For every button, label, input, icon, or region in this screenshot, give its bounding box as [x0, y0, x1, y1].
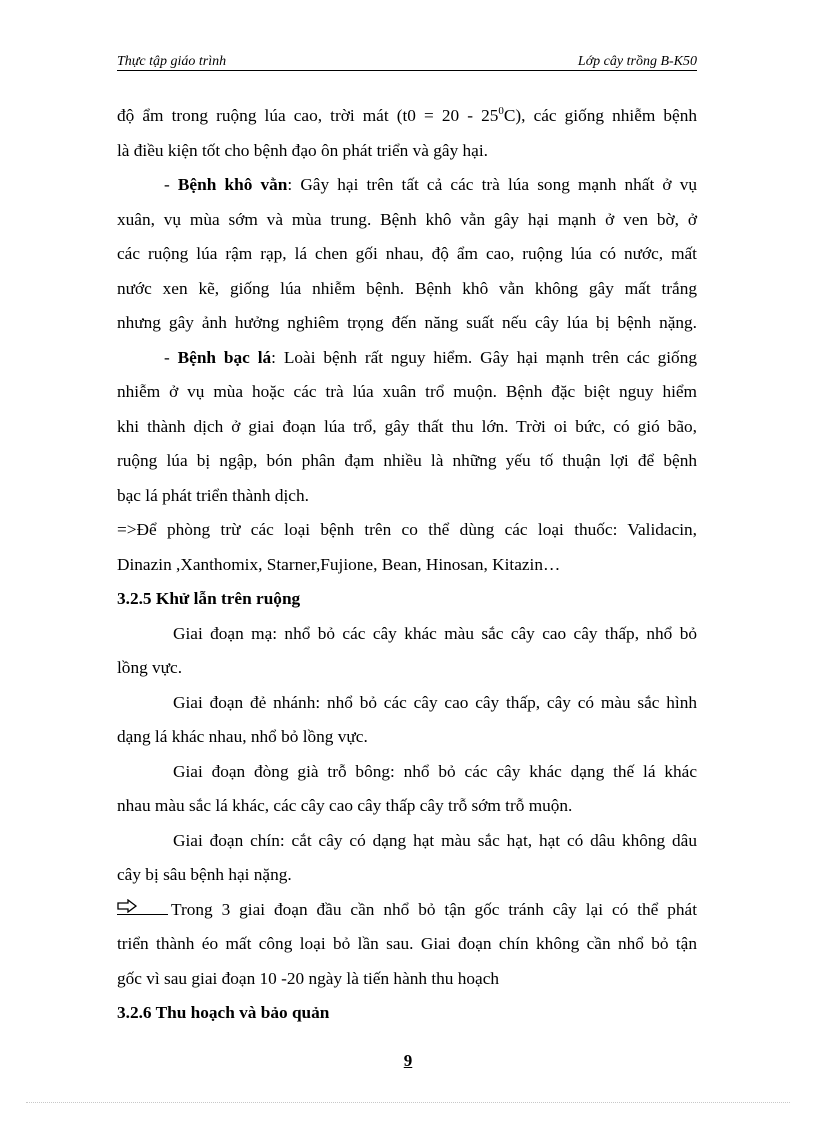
text-run: Trong 3 giai đoạn đầu cần nhổ bỏ tận gốc tránh cây lại có thể phát [171, 899, 697, 919]
header-left-text: Thực tập giáo trình [117, 54, 227, 69]
term-bold: Bệnh bạc lá [177, 347, 272, 367]
text-line: Giai đoạn mạ: nhổ bỏ các cây khác màu sắc cây cao cây thấp, nhổ bỏ [173, 623, 697, 643]
paragraph-dong-gia [117, 755, 697, 824]
paragraph-ma [117, 617, 697, 686]
page-edge-divider [26, 1102, 790, 1103]
header-right-text: Lớp cây trồng B-K50 [577, 54, 697, 69]
text-line [117, 341, 697, 376]
text-run: : Loài bệnh rất nguy hiểm. Gây hại mạnh trên các giống [271, 347, 697, 367]
text-line: Giai đoạn đòng già trỗ bông: nhổ bỏ các cây khác dạng thế lá khác [173, 761, 697, 781]
paragraph-chin [117, 824, 697, 893]
text-line: nhau màu sắc lá khác, các cây cao cây thấp cây trỗ sớm trỗ muộn. [117, 796, 573, 815]
text-line: cây bị sâu bệnh hại nặng. [117, 865, 292, 884]
text-line: triển thành éo mất công loại bỏ lần sau. Giai đoạn chín không cần nhổ bỏ tận [117, 934, 697, 953]
text-line: nhưng gây ảnh hưởng nghiêm trọng đến năng suất nếu cây lúa bị bệnh nặng. [117, 313, 697, 332]
text-run: : Gây hại trên tất cả các trà lúa song mạnh nhất ở vụ [287, 175, 697, 194]
text-line: các ruộng lúa rậm rạp, lá chen gối nhau, độ ẩm cao, ruộng lúa có nước, mất [117, 244, 697, 263]
text-line [117, 168, 697, 203]
page-number: 9 [403, 1051, 413, 1070]
text-line: lồng vực. [117, 658, 183, 677]
paragraph-bac-la [117, 341, 697, 514]
paragraph-de-nhanh [117, 686, 697, 755]
text-line: nước xen kẽ, giống lúa nhiễm bệnh. Bệnh khô vằn không gây mất trắng [117, 278, 697, 298]
section-heading: 3.2.5 Khử lẫn trên ruộng [117, 589, 301, 608]
arrow-right-icon [117, 894, 168, 915]
text-line: Giai đoạn chín: cắt cây có dạng hạt màu sắc hạt, hạt có dâu không dâu [173, 830, 697, 850]
text-line [117, 893, 697, 928]
text-run: C), các giống nhiễm bệnh [503, 106, 698, 125]
text-line: Dinazin ,Xanthomix, Starner,Fujione, Bean, Hinosan, Kitazin… [117, 554, 561, 574]
page-header [117, 54, 697, 71]
text-line: ruộng lúa bị ngập, bón phân đạm nhiều là những yếu tố thuận lợi để bệnh [117, 451, 697, 470]
paragraph-kho-van [117, 168, 697, 341]
paragraph-conclusion [117, 893, 697, 997]
text-line: nhiễm ở vụ mùa hoặc các trà lúa xuân trổ muộn. Bệnh đặc biệt nguy hiểm [117, 382, 697, 401]
section-heading: 3.2.6 Thu hoạch và bảo quản [117, 1003, 330, 1022]
text-line: xuân, vụ mùa sớm và mùa trung. Bệnh khô vằn gây hại mạnh ở ven bờ, ở [117, 209, 697, 229]
dash: - [164, 175, 178, 194]
superscript: 0 [498, 105, 504, 118]
text-line: gốc vì sau giai đoạn 10 -20 ngày là tiến hành thu hoạch [117, 968, 500, 988]
text-line: =>Để phòng trừ các loại bệnh trên co thể dùng các loại thuốc: Validacin, [117, 520, 697, 539]
page-footer [0, 1051, 816, 1071]
text-line: bạc lá phát triển thành dịch. [117, 485, 309, 505]
text-line: Giai đoạn đẻ nhánh: nhổ bỏ các cây cao cây thấp, cây có màu sắc hình [173, 692, 697, 712]
text-line: dạng lá khác nhau, nhổ bỏ lồng vực. [117, 727, 368, 746]
paragraph-treatment [117, 513, 697, 582]
paragraph-weather [117, 99, 697, 168]
text-line: khi thành dịch ở giai đoạn lúa trổ, gây thất thu lớn. Trời oi bức, có gió bão, [117, 416, 697, 436]
dash: - [164, 347, 178, 367]
text-line: là điều kiện tốt cho bệnh đạo ôn phát triển và gây hại. [117, 140, 488, 160]
text-line [117, 99, 697, 134]
term-bold: Bệnh khô vằn [177, 175, 288, 194]
text-run: độ ẩm trong ruộng lúa cao, trời mát (t0 = 20 - 25 [117, 106, 499, 125]
document-body [117, 99, 697, 1031]
